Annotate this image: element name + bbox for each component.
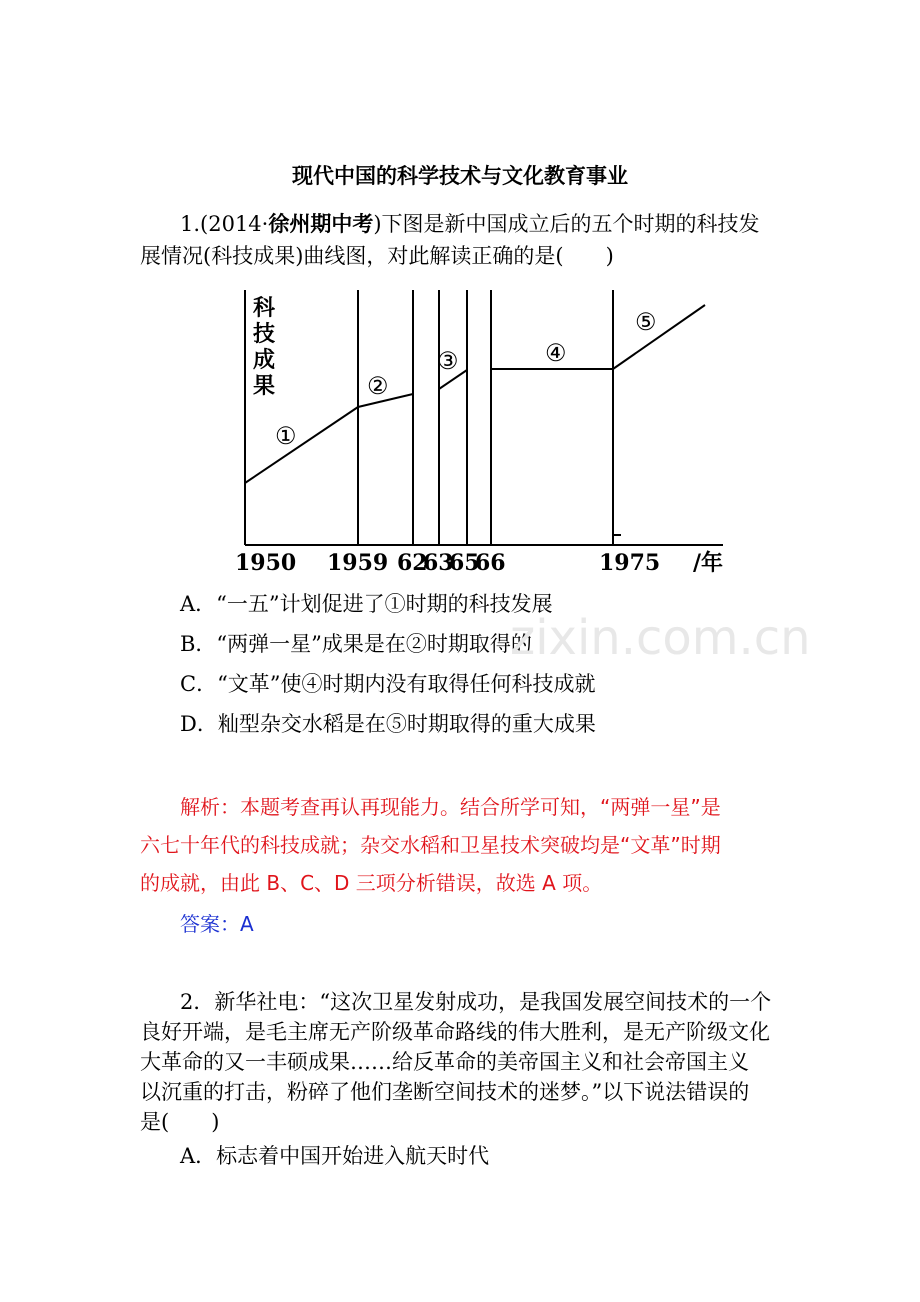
question-1-line-2: 展情况(科技成果)曲线图，对此解读正确的是( ) [140,244,614,268]
question-2-line-4: 以沉重的打击，粉碎了他们垄断空间技术的迷梦。”以下说法错误的 [140,1080,750,1104]
answer: 答案：A [180,912,254,936]
question-2-line-2: 良好开端，是毛主席无产阶级革命路线的伟大胜利，是无产阶级文化 [140,1020,770,1044]
segment-5 [613,305,705,369]
x-tick-1975: 1975 [599,550,661,576]
question-2-line-3: 大革命的又一丰硕成果……给反革命的美帝国主义和社会帝国主义 [140,1050,749,1074]
question-2-line-5: 是( ) [140,1110,220,1134]
x-tick-66: 66 [475,550,506,576]
period-label-5: ⑤ [635,308,657,336]
watermark: zixin.com.cn [510,610,811,666]
period-label-4: ④ [545,339,567,367]
x-tick-65: 65 [449,550,480,576]
page-title: 现代中国的科学技术与文化教育事业 [292,163,628,188]
period-label-1: ① [275,422,297,450]
analysis-line-1: 解析：本题考查再认再现能力。结合所学可知，“两弹一星”是 [180,795,721,819]
period-label-2: ② [367,372,389,400]
analysis-line-2: 六七十年代的科技成就；杂交水稻和卫星技术突破均是“文革”时期 [140,833,721,857]
option-b: B．“两弹一星”成果是在②时期取得的 [180,632,532,656]
x-tick-63: 63 [423,550,454,576]
x-tick-1959: 1959 [327,550,389,576]
science-chart [225,285,745,580]
y-axis-label: 科技成果 [253,295,276,399]
question-2-line-1: 2．新华社电：“这次卫星发射成功，是我国发展空间技术的一个 [180,990,772,1014]
option-c: C．“文革”使④时期内没有取得任何科技成就 [180,672,596,696]
x-tick-1950: 1950 [235,550,297,576]
x-tick-62: 62 [397,550,428,576]
segment-1 [245,407,358,483]
question-1-prefix: 1.(2014· [180,212,269,236]
x-axis-unit: /年 [693,550,724,576]
period-label-3: ③ [437,347,459,375]
question-1-source: 徐州期中考 [268,211,374,236]
analysis-line-3: 的成就，由此 B、C、D 三项分析错误，故选 A 项。 [140,871,603,895]
question-1-line-1 [180,208,760,238]
question-2-option-a: A．标志着中国开始进入航天时代 [180,1144,490,1168]
option-a: A．“一五”计划促进了①时期的科技发展 [180,592,553,616]
option-d: D．籼型杂交水稻是在⑤时期取得的重大成果 [180,712,596,736]
question-1-text: )下图是新中国成立后的五个时期的科技发 [373,212,760,236]
